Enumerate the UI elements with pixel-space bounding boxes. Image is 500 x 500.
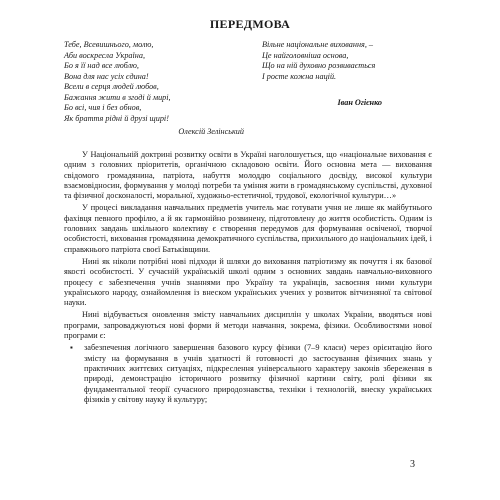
page-title: ПЕРЕДМОВА bbox=[209, 17, 291, 31]
epigraph-line: Що на ній духовно розвивається bbox=[262, 61, 376, 70]
epigraph-line: Аби воскресла Україна, bbox=[64, 50, 146, 60]
epigraph-line: Тебе, Всевишнього, молю, bbox=[64, 40, 154, 49]
epigraph-line: Вільне національне виховання, – bbox=[262, 40, 374, 49]
epigraph-author: Олексій Зелінський bbox=[178, 127, 244, 136]
epigraph-line: Бо я її над все люблю, bbox=[64, 61, 139, 70]
epigraph-right bbox=[262, 40, 450, 82]
main-text bbox=[64, 150, 432, 405]
epigraph-line: Вона для нас усіх єдина! bbox=[64, 71, 149, 81]
epigraph-line: Бо всі, чия і без обнов, bbox=[64, 103, 142, 112]
epigraph-line: Як браття рідні й друзі щирі! bbox=[64, 113, 169, 123]
list-item: ▪ забезпечення логічного завершення базового курсу фізики (7–9 класи) через орієнтацію його змісту на формування в учнів здатності й готовності до застосування фізичних знань у практичних життєвих ситуаціях, підкреслення універсального характеру законів збереження в природі, демонстрацію історичного розвитку фізичної картини світу, ролі фізики як фундаментальної теорії сучасного природознавства, техніки і технологій, внеску українських фізиків у світову науку й культуру; bbox=[78, 343, 432, 405]
epigraph-author: Іван Огієнко bbox=[337, 98, 382, 107]
epigraph-line: Це найголовніша основа, bbox=[262, 50, 349, 60]
page-number: 3 bbox=[410, 459, 415, 470]
paragraph: У Національній доктрині розвитку освіти в Україні наголошується, що «національне виховання є одним з головних пріоритетів, органічною складовою освіти. Його основна мета — виховання свідомого громадянина, патріота, набуття молоддю соціального досвіду, високої культури взаємовідносин, формування у молоді потреби та уміння жити в громадянському суспільстві, духовної та фізичної досконалості, моральної, художньо-естетичної, трудової, екологічної культури…» bbox=[64, 150, 432, 201]
features-list bbox=[64, 343, 432, 405]
epigraph-left bbox=[64, 40, 250, 138]
epigraph-line: Бажання жити в згоді й мирі, bbox=[64, 92, 171, 102]
epigraph-line: Всели в серця людей любов, bbox=[64, 82, 159, 91]
paragraph: Нині відбувається оновлення змісту навчальних дисциплін у школах України, вводяться нові програми, запроваджуються нові форми й методи навчання, зокрема, фізики. Особливостями нової програми є: bbox=[64, 310, 432, 341]
epigraph-line: І росте кожна націй. bbox=[262, 71, 337, 81]
paragraph: Нині як ніколи потрібні нові підходи й шляхи до виховання патріотизму як почуття і як базової якості особистості. У сучасній українській школі одним з основних завдань навчально-виховного процесу є забезпечення учнів знаннями про Україну та українців, засвоєння ними культури українського народу, ознайомлення із внеском українських учених у розвиток вітчизняної та світової науки. bbox=[64, 256, 432, 308]
paragraph: У процесі викладання навчальних предметів учитель має готувати учня не лише як майбутнього фахівця певного профілю, а й як гармонійно розвинену, підготовлену до життя особистість. Одним із головних завдань шкільного колективу є створення передумов для формування освіченої, творчої особистості, виховання громадянина демократичного суспільства, прихильного до національних ідей, і справжнього патріота своєї Батьківщини. bbox=[64, 203, 432, 254]
